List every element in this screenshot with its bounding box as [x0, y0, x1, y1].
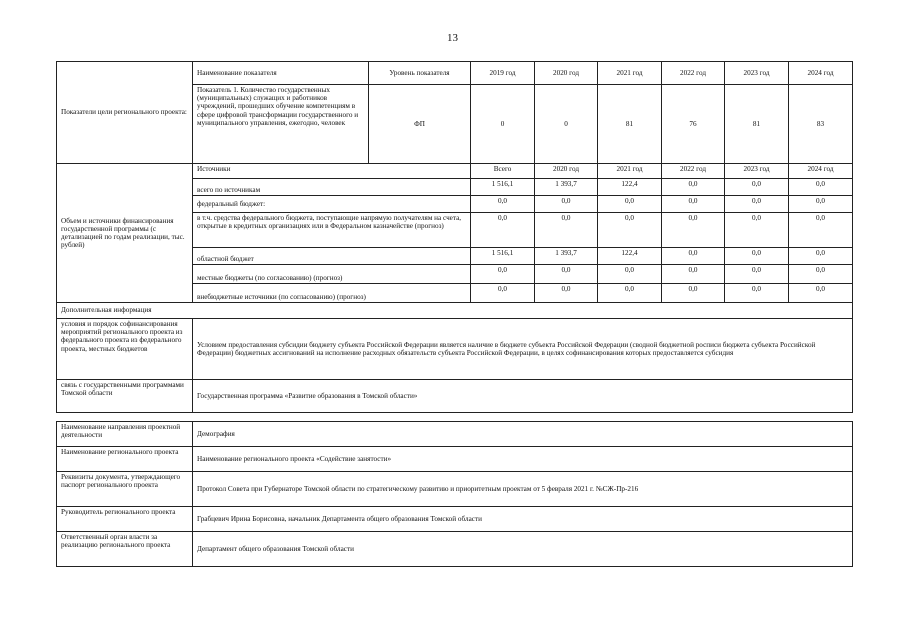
funding-value: 0,0 — [789, 196, 853, 213]
passport-row-value: Наименование регионального проекта «Содействие занятости» — [193, 447, 853, 472]
program-link-label: связь с государственными программами Томской области — [57, 380, 193, 413]
indicator-value: 0 — [471, 85, 535, 164]
funding-value: 0,0 — [471, 196, 535, 213]
funding-value: 0,0 — [598, 196, 662, 213]
funding-value: 0,0 — [598, 265, 662, 284]
indicator-value: 76 — [662, 85, 725, 164]
page-number: 13 — [447, 32, 458, 44]
funding-value: 0,0 — [598, 284, 662, 303]
passport-row — [57, 532, 853, 567]
funding-source-label: внебюджетные источники (по согласованию) (прогноз) — [193, 284, 471, 303]
funding-value: 0,0 — [725, 265, 789, 284]
regional-project-passport-table — [56, 421, 853, 567]
funding-col-header: 2022 год — [662, 164, 725, 179]
funding-col-header: Всего — [471, 164, 535, 179]
passport-row-label: Наименование регионального проекта — [57, 447, 193, 472]
funding-value: 0,0 — [598, 213, 662, 248]
passport-row-label: Наименование направления проектной деятельности — [57, 422, 193, 447]
indicator-name-header: Наименование показателя — [193, 62, 369, 85]
funding-source-header: Источники — [193, 164, 471, 179]
indicator-name: Показатель 1. Количество государственных (муниципальных) служащих и работников учреждений, прошедших обучение компетенциям в сфере цифровой трансформации государственного и муниципального управления, ежегодно, человек — [193, 85, 369, 164]
funding-value: 1 516,1 — [471, 179, 535, 196]
funding-source-label: в т.ч. средства федерального бюджета, поступающие напрямую получателям на счета, открытые в кредитных организациях или в Федеральном казначействе (прогноз) — [193, 213, 471, 248]
indicators-header-row — [57, 62, 853, 85]
passport-row-value: Департамент общего образования Томской области — [193, 532, 853, 567]
passport-row-label: Руководитель регионального проекта — [57, 507, 193, 532]
additional-info-title: Дополнительная информация — [57, 303, 853, 319]
funding-row-label: Объем и источники финансирования государственной программы (с детализацией по годам реализации, тыс. рублей) — [57, 164, 193, 303]
funding-value: 0,0 — [535, 213, 598, 248]
program-link-row — [57, 380, 853, 413]
funding-value: 0,0 — [662, 284, 725, 303]
funding-value: 0,0 — [725, 284, 789, 303]
funding-value: 122,4 — [598, 248, 662, 265]
year-header: 2020 год — [535, 62, 598, 85]
year-header: 2019 год — [471, 62, 535, 85]
program-link-text: Государственная программа «Развитие образования в Томской области» — [193, 380, 853, 413]
funding-value: 0,0 — [662, 265, 725, 284]
funding-value: 0,0 — [789, 213, 853, 248]
funding-value: 0,0 — [662, 196, 725, 213]
funding-value: 0,0 — [535, 265, 598, 284]
indicator-value: 81 — [725, 85, 789, 164]
funding-col-header: 2023 год — [725, 164, 789, 179]
funding-value: 0,0 — [535, 284, 598, 303]
indicator-value: 0 — [535, 85, 598, 164]
funding-header-row — [57, 164, 853, 179]
funding-source-label: областной бюджет — [193, 248, 471, 265]
conditions-label: условия и порядок софинансирования мероприятий регионального проекта из федерального проекта из федерального проекта, местных бюджетов — [57, 319, 193, 380]
funding-source-label: всего по источникам — [193, 179, 471, 196]
passport-row-label: Ответственный орган власти за реализацию регионального проекта — [57, 532, 193, 567]
funding-value: 0,0 — [789, 179, 853, 196]
funding-value: 0,0 — [725, 179, 789, 196]
passport-row — [57, 422, 853, 447]
conditions-row — [57, 319, 853, 380]
year-header: 2023 год — [725, 62, 789, 85]
indicator-level: ФП — [369, 85, 471, 164]
funding-source-label: местные бюджеты (по согласованию) (прогноз) — [193, 265, 471, 284]
year-header: 2024 год — [789, 62, 853, 85]
year-header: 2021 год — [598, 62, 662, 85]
indicators-row-label: Показатели цели регионального проекта: — [57, 62, 193, 164]
funding-value: 0,0 — [535, 196, 598, 213]
funding-value: 0,0 — [471, 213, 535, 248]
additional-info-row — [57, 303, 853, 319]
indicator-value: 81 — [598, 85, 662, 164]
passport-continuation-table — [56, 61, 853, 413]
year-header: 2022 год — [662, 62, 725, 85]
passport-row — [57, 472, 853, 507]
indicator-level-header: Уровень показателя — [369, 62, 471, 85]
funding-value: 0,0 — [725, 248, 789, 265]
passport-row — [57, 447, 853, 472]
funding-col-header: 2024 год — [789, 164, 853, 179]
conditions-text: Условием предоставления субсидии бюджету субъекта Российской Федерации является наличие в бюджете субъекта Российской Федерации (сводной бюджетной росписи бюджета субъекта Российской Федерации) бюджетных ассигнований на исполнение расходных обязательств субъекта Российской Федерации, в целях софинансирования которых предоставляется субсидия — [193, 319, 853, 380]
funding-value: 0,0 — [471, 265, 535, 284]
funding-value: 1 393,7 — [535, 179, 598, 196]
funding-value: 0,0 — [662, 179, 725, 196]
passport-row-label: Реквизиты документа, утверждающего паспорт регионального проекта — [57, 472, 193, 507]
funding-col-header: 2021 год — [598, 164, 662, 179]
funding-value: 0,0 — [789, 248, 853, 265]
funding-source-label: федеральный бюджет: — [193, 196, 471, 213]
funding-value: 0,0 — [725, 213, 789, 248]
funding-value: 0,0 — [725, 196, 789, 213]
funding-value: 0,0 — [662, 248, 725, 265]
passport-row-value: Протокол Совета при Губернаторе Томской области по стратегическому развитию и приоритетным проектам от 5 февраля 2021 г. №СЖ-Пр-216 — [193, 472, 853, 507]
funding-value: 1 393,7 — [535, 248, 598, 265]
funding-value: 122,4 — [598, 179, 662, 196]
funding-value: 0,0 — [471, 284, 535, 303]
passport-row-value: Демография — [193, 422, 853, 447]
passport-row-value: Грабцевич Ирина Борисовна, начальник Департамента общего образования Томской области — [193, 507, 853, 532]
funding-value: 0,0 — [789, 284, 853, 303]
passport-row — [57, 507, 853, 532]
funding-value: 1 516,1 — [471, 248, 535, 265]
funding-value: 0,0 — [789, 265, 853, 284]
funding-col-header: 2020 год — [535, 164, 598, 179]
funding-value: 0,0 — [662, 213, 725, 248]
indicator-value: 83 — [789, 85, 853, 164]
